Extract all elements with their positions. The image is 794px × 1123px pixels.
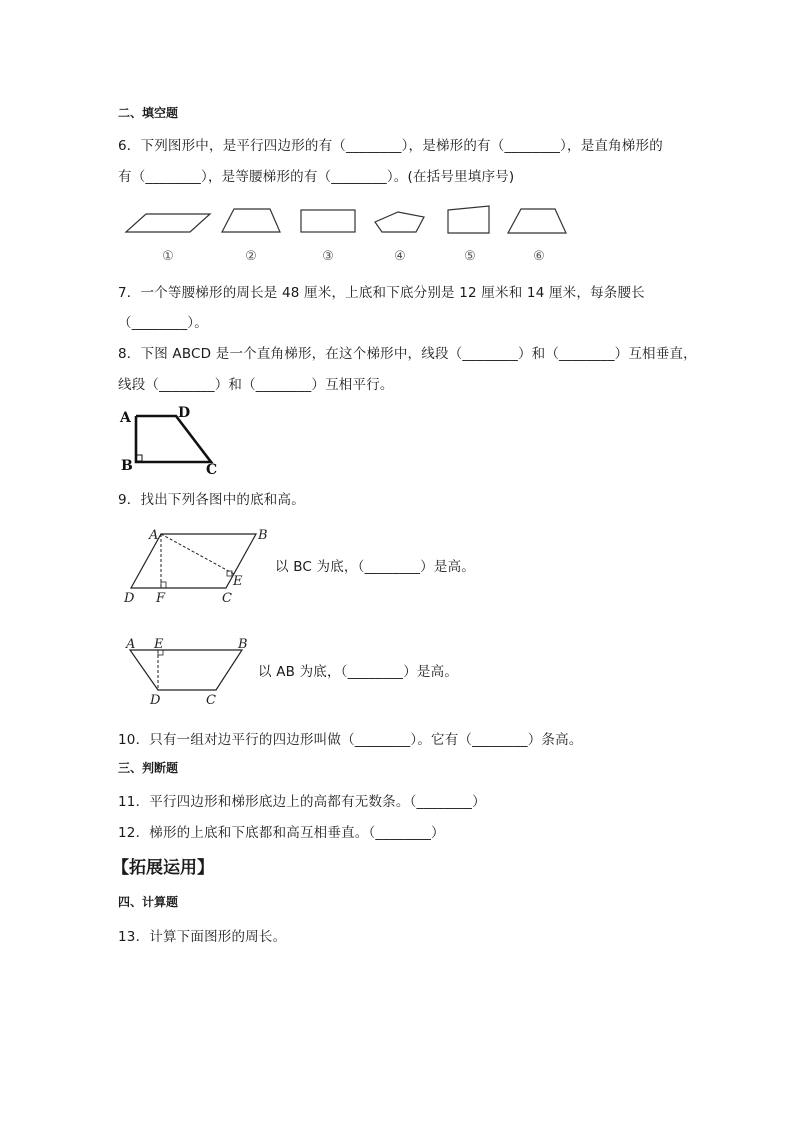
q9-fig1-point-c: C (222, 591, 232, 606)
q9-fig2-point-d: D (150, 693, 161, 708)
q8-point-b: B (121, 458, 133, 474)
q9-fig1-point-e: E (233, 574, 243, 589)
q9-fig2-point-e: E (154, 637, 164, 652)
q9-fig1-point-d: D (124, 591, 135, 606)
q12-line: 12．梯形的上底和下底都和高互相垂直。（________） (118, 825, 445, 841)
section-title-calculation: 四、计算题 (118, 895, 179, 909)
q9-fig2-point-c: C (206, 693, 216, 708)
q9-fig1-question: 以 BC 为底，（________）是高。 (275, 559, 475, 575)
q8-line1: 8．下图 ABCD 是一个直角梯形，在这个梯形中，线段（________）和（________）互相垂直， (118, 346, 697, 362)
q7-line2: （________）。 (118, 315, 208, 331)
shape-label-3: ③ (322, 249, 334, 264)
q8-point-a: A (120, 410, 131, 426)
shape-label-2: ② (245, 249, 257, 264)
q8-point-c: C (206, 462, 218, 478)
q9-fig1-point-f: F (156, 591, 166, 606)
q10-line: 10．只有一组对边平行的四边形叫做（________）。它有（________）条高。 (118, 732, 583, 748)
q8-point-d: D (178, 405, 191, 421)
shape-4-pentagon (375, 212, 424, 232)
q9-fig1-point-b: B (258, 528, 268, 543)
shape-label-5: ⑤ (464, 249, 476, 264)
section-title-fill-blank: 二、填空题 (118, 106, 179, 120)
shape-1-parallelogram (126, 214, 210, 232)
shape-5-right-trapezoid (448, 206, 489, 233)
q9-parallelogram-figure (116, 522, 276, 608)
shape-label-1: ① (162, 249, 174, 264)
shape-6-isosceles-trapezoid (508, 209, 566, 233)
section-title-judgment: 三、判断题 (118, 761, 179, 775)
q6-line1: 6．下列图形中，是平行四边形的有（________），是梯形的有（________），是直角梯形的 (118, 138, 663, 154)
q6-shapes-figure (118, 200, 678, 270)
q9-line1: 9．找出下列各图中的底和高。 (118, 492, 305, 508)
q9-fig1-point-a: A (149, 528, 159, 543)
q13-line: 13．计算下面图形的周长。 (118, 929, 287, 945)
q8-line2: 线段（________）和（________）互相平行。 (118, 377, 394, 393)
q9-fig2-point-b: B (238, 637, 248, 652)
q9-fig2-point-a: A (126, 637, 136, 652)
shape-3-rectangle (301, 210, 355, 232)
q8-right-trapezoid-figure (116, 402, 236, 478)
q6-line2: 有（________），是等腰梯形的有（________）。(在括号里填序号) (118, 169, 515, 185)
shape-label-6: ⑥ (533, 249, 545, 264)
shape-2-trapezoid (222, 209, 280, 232)
shape-label-4: ④ (394, 249, 406, 264)
q9-fig2-question: 以 AB 为底，（________）是高。 (258, 664, 459, 680)
q11-line: 11．平行四边形和梯形底边上的高都有无数条。（________） (118, 794, 486, 810)
q9-trapezoid-figure (116, 632, 266, 712)
extension-heading: 【拓展运用】 (112, 858, 214, 878)
q7-line1: 7．一个等腰梯形的周长是 48 厘米，上底和下底分别是 12 厘米和 14 厘米，每条腰长 (118, 285, 645, 301)
